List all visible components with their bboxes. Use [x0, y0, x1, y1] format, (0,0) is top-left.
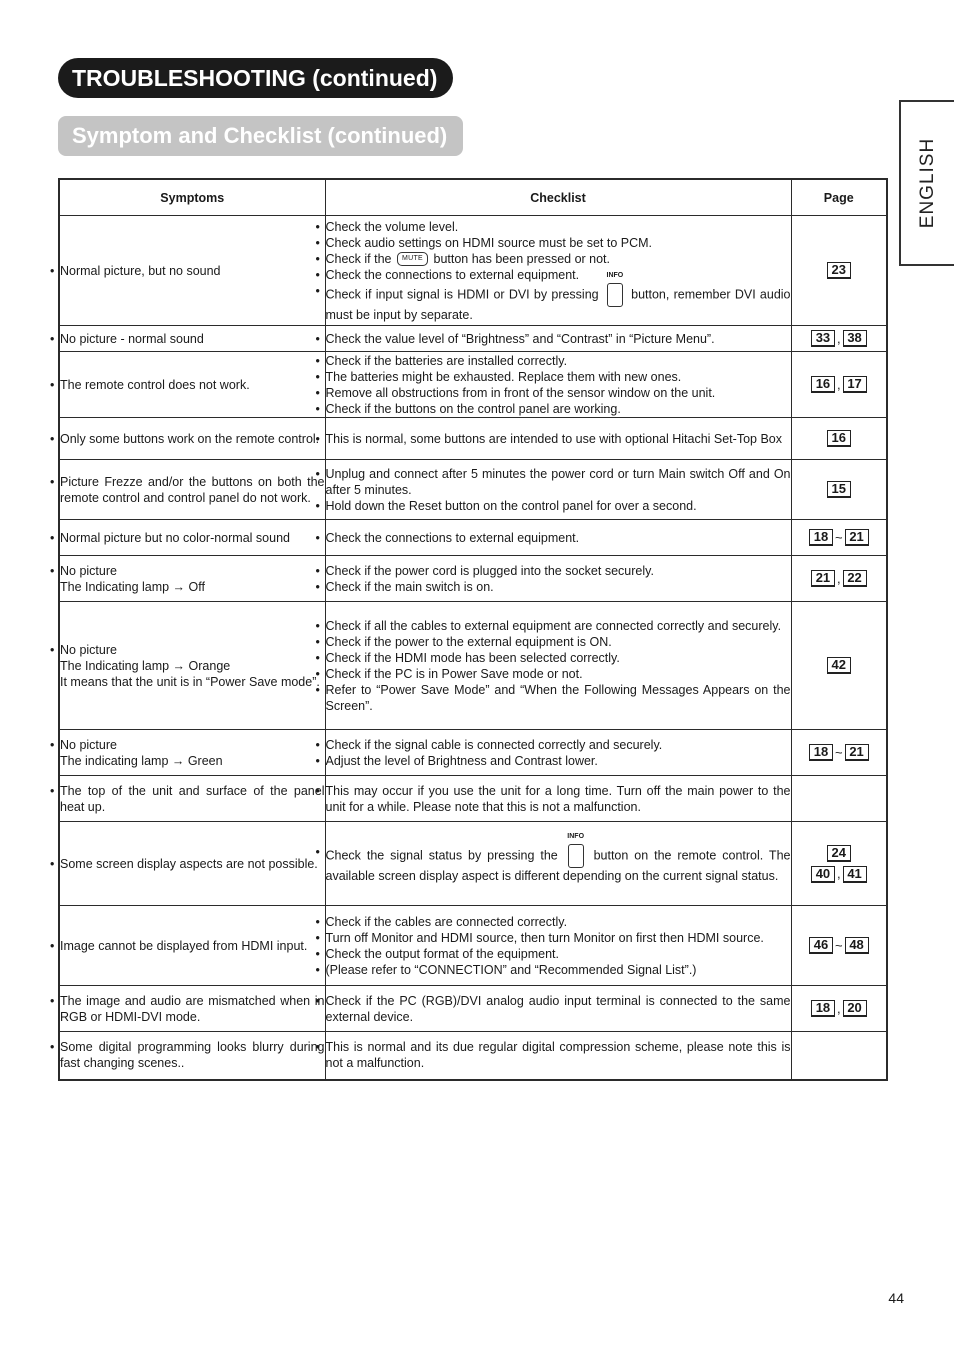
page-ref-icon: 18 — [809, 744, 833, 761]
page-ref-group — [811, 376, 867, 393]
table-body — [59, 216, 887, 1080]
page-ref-icon: 33 — [811, 330, 835, 347]
checklist-item: • Check if the PC is in Power Save mode or not. — [326, 666, 791, 682]
checklist-cell — [325, 352, 791, 418]
symptom-cell — [59, 460, 325, 520]
page-ref-group — [827, 262, 851, 279]
table-row — [59, 460, 887, 520]
page-ref-icon: 41 — [843, 866, 867, 883]
table-row — [59, 822, 887, 906]
page-ref-icon: 42 — [827, 657, 851, 674]
page-ref-icon: 17 — [843, 376, 867, 393]
page-ref-group — [827, 844, 851, 861]
page-ref-icon: 18 — [811, 1000, 835, 1017]
page-ref-separator: , — [836, 866, 841, 882]
symptom-cell — [59, 776, 325, 822]
checklist-cell — [325, 460, 791, 520]
checklist-cell — [325, 520, 791, 556]
symptom-text: • The remote control does not work. — [60, 377, 325, 393]
table-row — [59, 326, 887, 352]
page-cell — [791, 352, 887, 418]
page-ref-separator: ~ — [834, 744, 843, 760]
symptom-text: • Some screen display aspects are not possible. — [60, 856, 325, 872]
checklist-item: • Check the connections to external equipment. — [326, 267, 791, 283]
page-ref-separator: , — [836, 330, 841, 346]
page-ref-group — [811, 330, 867, 347]
page-ref-icon: 18 — [809, 529, 833, 546]
page-ref-separator: , — [836, 570, 841, 586]
checklist-header: Checklist — [325, 179, 791, 216]
page-ref-icon: 21 — [845, 744, 869, 761]
checklist-item: • Check if the batteries are installed correctly. — [326, 353, 791, 369]
page-cell — [791, 986, 887, 1032]
checklist-item: • Check the volume level. — [326, 219, 791, 235]
table-row — [59, 520, 887, 556]
table-row — [59, 556, 887, 602]
checklist-cell — [325, 326, 791, 352]
page-ref-icon: 22 — [843, 570, 867, 587]
page-ref-separator: ~ — [834, 937, 843, 953]
checklist-cell — [325, 1032, 791, 1080]
page-number: 44 — [888, 1290, 904, 1306]
checklist-item: • Adjust the level of Brightness and Contrast lower. — [326, 753, 791, 769]
symptom-cell — [59, 822, 325, 906]
checklist-item: • Check if the main switch is on. — [326, 579, 791, 595]
symptom-text: It means that the unit is in “Power Save mode”. — [60, 674, 320, 689]
page-ref-icon: 15 — [827, 481, 851, 498]
symptom-text: • Picture Frezze and/or the buttons on both the remote control and control panel do not work. — [60, 474, 325, 506]
symptom-cell — [59, 556, 325, 602]
page-ref-icon: 24 — [827, 845, 851, 862]
symptom-text: • No picture - normal sound — [60, 331, 325, 347]
checklist-item: • Check if the signal cable is connected correctly and securely. — [326, 737, 791, 753]
page-cell — [791, 730, 887, 776]
page-ref-group — [827, 481, 851, 498]
checklist-item: • Check if the PC (RGB)/DVI analog audio input terminal is connected to the same external device. — [326, 993, 791, 1025]
checklist-cell — [325, 216, 791, 326]
page-ref-group — [809, 744, 869, 761]
checklist-item: • Check if the power to the external equipment is ON. — [326, 634, 791, 650]
symptom-cell — [59, 520, 325, 556]
checklist-item: • Check the connections to external equipment. — [326, 530, 791, 546]
table-row — [59, 906, 887, 986]
page-cell — [791, 326, 887, 352]
symptom-text: The Indicating lamp → Off — [60, 579, 205, 594]
symptom-text: • No picture — [60, 737, 325, 753]
table-row — [59, 730, 887, 776]
checklist-item: • Refer to “Power Save Mode” and “When the Following Messages Appears on the Screen”. — [326, 682, 791, 714]
checklist-item: • Check audio settings on HDMI source must be set to PCM. — [326, 235, 791, 251]
checklist-cell — [325, 418, 791, 460]
mute-button-icon: MUTE — [397, 252, 428, 266]
page-cell — [791, 418, 887, 460]
checklist-item: • Check if the power cord is plugged into the socket securely. — [326, 563, 791, 579]
page-ref-group — [811, 570, 867, 587]
page-ref-separator: ~ — [834, 529, 843, 545]
page-cell — [791, 556, 887, 602]
checklist-cell — [325, 986, 791, 1032]
page-ref-separator: , — [836, 1000, 841, 1016]
symptom-cell — [59, 986, 325, 1032]
page-ref-group — [827, 430, 851, 447]
page-ref-separator: , — [836, 376, 841, 392]
symptom-cell — [59, 352, 325, 418]
page-ref-icon: 46 — [809, 937, 833, 954]
page-cell — [791, 906, 887, 986]
checklist-item: • Check if the HDMI mode has been selected correctly. — [326, 650, 791, 666]
symptom-text: • Only some buttons work on the remote control. — [60, 431, 325, 447]
language-tab — [899, 100, 954, 266]
page-cell — [791, 520, 887, 556]
symptom-text: • The top of the unit and surface of the panel heat up. — [60, 783, 325, 815]
section-title: Symptom and Checklist (continued) — [58, 116, 463, 156]
page-ref-icon: 21 — [845, 529, 869, 546]
page-ref-group — [809, 529, 869, 546]
checklist-item: • Remove all obstructions from in front of the sensor window on the unit. — [326, 385, 791, 401]
symptom-text: • The image and audio are mismatched when in RGB or HDMI-DVI mode. — [60, 993, 325, 1025]
page-header: Page — [791, 179, 887, 216]
checklist-item: • Check the value level of “Brightness” and “Contrast” in “Picture Menu”. — [326, 331, 791, 347]
table-row — [59, 986, 887, 1032]
page-ref-icon: 20 — [843, 1000, 867, 1017]
page-ref-icon: 23 — [827, 262, 851, 279]
page-title: TROUBLESHOOTING (continued) — [58, 58, 453, 98]
table-row — [59, 1032, 887, 1080]
troubleshooting-table — [58, 178, 888, 1081]
checklist-item: • Turn off Monitor and HDMI source, then turn Monitor on first then HDMI source. — [326, 930, 791, 946]
checklist-item: • The batteries might be exhausted. Replace them with new ones. — [326, 369, 791, 385]
table-row — [59, 602, 887, 730]
info-button-icon — [567, 832, 585, 868]
checklist-item: • Check the signal status by pressing the INFO button on the remote control. The available screen display aspect is different depending on the current signal status. — [326, 844, 791, 884]
symptom-cell — [59, 1032, 325, 1080]
checklist-item: • Check if input signal is HDMI or DVI by pressing INFO button, remember DVI audio must be input by separate. — [326, 283, 791, 323]
page-ref-group — [809, 937, 869, 954]
checklist-item: • This is normal, some buttons are intended to use with optional Hitachi Set-Top Box — [326, 431, 791, 447]
checklist-item: • Check if the cables are connected correctly. — [326, 914, 791, 930]
checklist-cell — [325, 906, 791, 986]
page-ref-icon: 16 — [811, 376, 835, 393]
symptom-cell — [59, 326, 325, 352]
table-row — [59, 776, 887, 822]
symptoms-header: Symptoms — [59, 179, 325, 216]
symptom-cell — [59, 418, 325, 460]
checklist-item: • This is normal and its due regular digital compression scheme, please note this is not a malfunction. — [326, 1039, 791, 1071]
page-cell — [791, 1032, 887, 1080]
table-header-row — [59, 179, 887, 216]
symptom-cell — [59, 906, 325, 986]
page-ref-icon: 48 — [845, 937, 869, 954]
page-ref-icon: 16 — [827, 430, 851, 447]
page-ref-group — [827, 657, 851, 674]
checklist-item: • This may occur if you use the unit for a long time. Turn off the main power to the unit for a while. Please note that this is not a malfunction. — [326, 783, 791, 815]
checklist-item: • Unplug and connect after 5 minutes the power cord or turn Main switch Off and On after 5 minutes. — [326, 466, 791, 498]
symptom-text: • No picture — [60, 563, 325, 579]
page-cell — [791, 822, 887, 906]
checklist-cell — [325, 602, 791, 730]
page-ref-group — [811, 1000, 867, 1017]
table-row — [59, 216, 887, 326]
page-cell — [791, 460, 887, 520]
symptom-text: • Normal picture but no color-normal sound — [60, 530, 325, 546]
page-cell — [791, 776, 887, 822]
checklist-item: • Check if the MUTE button has been pressed or not. — [326, 251, 791, 267]
checklist-item: • Check if the buttons on the control panel are working. — [326, 401, 791, 417]
checklist-item: • (Please refer to “CONNECTION” and “Recommended Signal List”.) — [326, 962, 791, 978]
info-button-label: INFO — [606, 271, 624, 279]
symptom-cell — [59, 216, 325, 326]
page-ref-group — [811, 866, 867, 883]
table-row — [59, 352, 887, 418]
language-tab-label: ENGLISH — [916, 137, 938, 229]
symptom-text: • No picture — [60, 642, 325, 658]
symptom-text: • Normal picture, but no sound — [60, 263, 325, 279]
page-ref-icon: 21 — [811, 570, 835, 587]
symptom-text: • Image cannot be displayed from HDMI input. — [60, 938, 325, 954]
checklist-item: • Check the output format of the equipment. — [326, 946, 791, 962]
symptom-text: The indicating lamp → Green — [60, 753, 223, 768]
table-row — [59, 418, 887, 460]
page-cell — [791, 602, 887, 730]
page-ref-icon: 38 — [843, 330, 867, 347]
checklist-item: • Hold down the Reset button on the control panel for over a second. — [326, 498, 791, 514]
checklist-cell — [325, 822, 791, 906]
checklist-cell — [325, 730, 791, 776]
checklist-cell — [325, 776, 791, 822]
symptom-cell — [59, 602, 325, 730]
checklist-cell — [325, 556, 791, 602]
symptom-text: • Some digital programming looks blurry during fast changing scenes.. — [60, 1039, 325, 1071]
symptom-cell — [59, 730, 325, 776]
info-button-icon — [606, 271, 624, 307]
info-button-label: INFO — [567, 832, 585, 840]
page-cell — [791, 216, 887, 326]
symptom-text: The Indicating lamp → Orange — [60, 658, 231, 673]
checklist-item: • Check if all the cables to external equipment are connected correctly and securely. — [326, 618, 791, 634]
page-ref-icon: 40 — [811, 866, 835, 883]
